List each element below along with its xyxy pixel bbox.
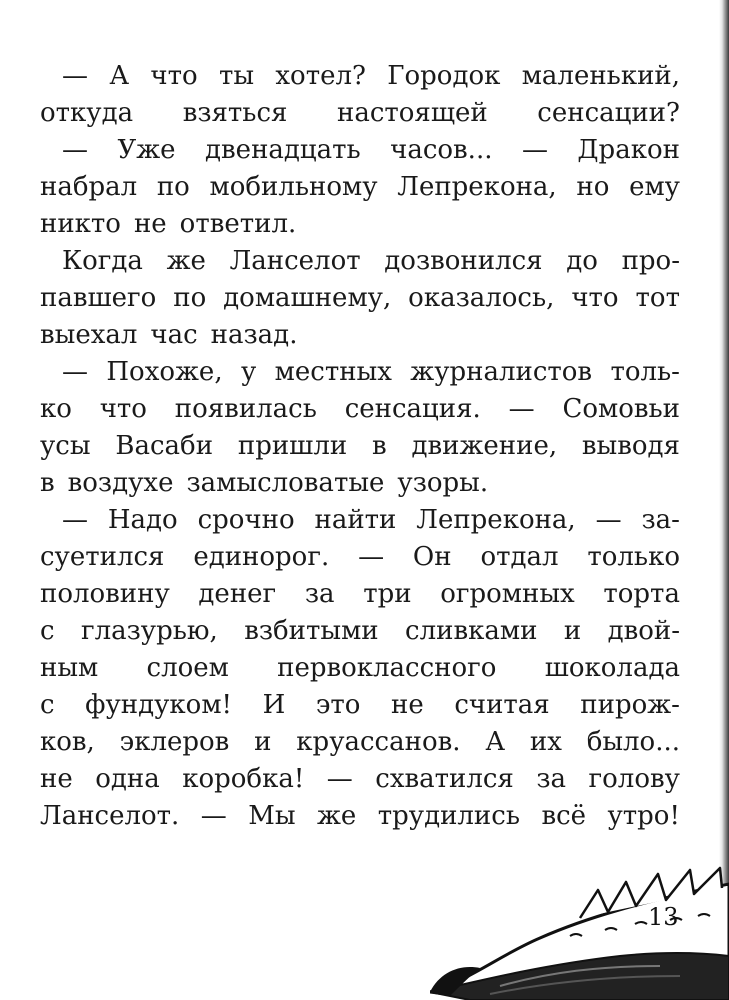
text-word: что xyxy=(150,61,198,91)
text-word: толь- xyxy=(610,357,680,387)
text-word: считая xyxy=(454,690,550,720)
text-word: голову xyxy=(588,764,680,794)
text-word: узоры. xyxy=(397,468,489,498)
text-line xyxy=(40,798,680,835)
text-word: Похоже, xyxy=(106,357,223,387)
text-word: — xyxy=(508,394,535,424)
text-line xyxy=(40,539,680,576)
text-line xyxy=(40,613,680,650)
text-word: найти xyxy=(314,505,397,535)
text-word: срочно xyxy=(197,505,295,535)
text-word: — xyxy=(62,505,88,535)
text-word: сенсации? xyxy=(537,98,680,128)
text-word: появилась xyxy=(174,394,317,424)
text-word: Лепрекона, xyxy=(397,172,557,202)
text-word: — xyxy=(62,357,88,387)
text-word: отдал xyxy=(480,542,559,572)
text-word: Мы xyxy=(248,801,296,831)
text-line xyxy=(40,428,680,465)
text-word: сенсация. xyxy=(344,394,481,424)
text-word: эклеров xyxy=(119,727,230,757)
text-word: дозвонился xyxy=(384,246,543,276)
text-word: не xyxy=(133,209,167,239)
text-word: схватился xyxy=(375,764,514,794)
text-word: шоколада xyxy=(544,653,680,683)
text-word: Надо xyxy=(107,505,178,535)
text-word: три xyxy=(363,579,412,609)
text-word: что xyxy=(99,394,147,424)
text-word: — xyxy=(326,764,353,794)
text-word: маленький, xyxy=(521,61,680,91)
text-line xyxy=(40,58,680,95)
text-word: откуда xyxy=(40,98,134,128)
text-word: Городок xyxy=(387,61,501,91)
text-line xyxy=(40,132,680,169)
text-word: — xyxy=(358,542,385,572)
text-line xyxy=(40,280,680,317)
text-word: пришли xyxy=(237,431,348,461)
text-word: глазурью, xyxy=(80,616,218,646)
text-word: настоящей xyxy=(337,98,488,128)
text-word: в xyxy=(372,431,387,461)
text-line xyxy=(40,502,680,539)
text-word: до xyxy=(566,246,598,276)
text-word: И xyxy=(262,690,286,720)
text-word: павшего xyxy=(40,283,157,313)
text-word: половину xyxy=(40,579,170,609)
text-word: трудились xyxy=(377,801,520,831)
text-word: суетился xyxy=(40,542,165,572)
text-line xyxy=(40,317,680,354)
text-word: за xyxy=(304,579,335,609)
text-word: воздухе xyxy=(67,468,174,498)
text-word: ему xyxy=(629,172,680,202)
text-word: по xyxy=(156,172,190,202)
text-word: фундуком! xyxy=(85,690,232,720)
text-word: круассанов. xyxy=(296,727,461,757)
text-word: — xyxy=(521,135,548,165)
text-word: сливками xyxy=(405,616,538,646)
text-word: местных xyxy=(274,357,392,387)
text-word: денег xyxy=(198,579,277,609)
page-edge xyxy=(719,0,729,1000)
text-word: с xyxy=(40,616,55,646)
text-line xyxy=(40,465,680,502)
text-word: же xyxy=(166,246,206,276)
text-word: Лепрекона, xyxy=(416,505,576,535)
text-word: не xyxy=(391,690,424,720)
book-text xyxy=(40,58,680,835)
text-word: торта xyxy=(603,579,680,609)
text-line xyxy=(40,761,680,798)
text-word: хотел? xyxy=(275,61,366,91)
text-word: двой- xyxy=(607,616,680,646)
text-word: что xyxy=(571,283,619,313)
text-word: за- xyxy=(641,505,680,535)
text-word: ков, xyxy=(40,727,95,757)
text-word: первоклассного xyxy=(277,653,497,683)
text-word: в xyxy=(40,468,55,498)
text-word: ко xyxy=(40,394,72,424)
text-word: утро! xyxy=(607,801,680,831)
text-line xyxy=(40,206,680,243)
text-word: Дракон xyxy=(577,135,680,165)
text-word: но xyxy=(576,172,610,202)
text-word: взяться xyxy=(182,98,288,128)
text-word: домашнему, xyxy=(223,283,392,313)
text-word: — xyxy=(595,505,622,535)
text-line xyxy=(40,724,680,761)
text-word: Ланселот. xyxy=(40,801,180,831)
text-word: это xyxy=(315,690,361,720)
text-word: ным xyxy=(40,653,99,683)
text-line xyxy=(40,169,680,206)
text-word: часов... xyxy=(390,135,493,165)
text-word: и xyxy=(254,727,272,757)
text-word: — xyxy=(62,135,88,165)
text-word: А xyxy=(485,727,506,757)
text-word: — xyxy=(200,801,227,831)
text-word: Васаби xyxy=(115,431,214,461)
text-line xyxy=(40,650,680,687)
text-word: слоем xyxy=(146,653,229,683)
text-word: коробка! xyxy=(182,764,305,794)
text-word: Ланселот xyxy=(229,246,361,276)
text-word: их xyxy=(529,727,562,757)
text-word: час xyxy=(150,320,198,350)
text-word: Сомовьи xyxy=(562,394,680,424)
text-word: же xyxy=(316,801,357,831)
text-word: выехал xyxy=(40,320,138,350)
text-word: было... xyxy=(586,727,680,757)
text-word: и xyxy=(563,616,582,646)
text-word: у xyxy=(240,357,257,387)
text-line xyxy=(40,243,680,280)
text-word: Когда xyxy=(62,246,143,276)
text-word: с xyxy=(40,690,55,720)
text-word: за xyxy=(536,764,567,794)
text-line xyxy=(40,687,680,724)
text-word: выводя xyxy=(581,431,680,461)
text-word: оказалось, xyxy=(408,283,555,313)
text-line xyxy=(40,95,680,132)
text-word: пирож- xyxy=(580,690,680,720)
text-word: назад. xyxy=(210,320,298,350)
text-word: огромных xyxy=(440,579,575,609)
text-word: усы xyxy=(40,431,91,461)
text-word: А xyxy=(109,61,130,91)
text-word: Он xyxy=(412,542,452,572)
text-word: двенадцать xyxy=(205,135,361,165)
text-word: Уже xyxy=(117,135,176,165)
text-word: набрал xyxy=(40,172,138,202)
text-word: про- xyxy=(621,246,680,276)
text-line xyxy=(40,391,680,428)
page-number: 13 xyxy=(648,903,679,931)
text-line xyxy=(40,576,680,613)
text-word: — xyxy=(62,61,88,91)
dragon-tail-icon xyxy=(430,860,729,1000)
text-word: движение, xyxy=(411,431,558,461)
text-word: по xyxy=(173,283,207,313)
text-word: взбитыми xyxy=(244,616,379,646)
text-word: мобильному xyxy=(209,172,378,202)
text-word: никто xyxy=(40,209,121,239)
text-word: тот xyxy=(635,283,680,313)
text-word: журналистов xyxy=(410,357,593,387)
text-word: всё xyxy=(541,801,587,831)
text-word: ты xyxy=(218,61,255,91)
text-word: не xyxy=(40,764,73,794)
text-word: замысловатые xyxy=(186,468,385,498)
text-word: одна xyxy=(95,764,160,794)
text-word: единорог. xyxy=(193,542,330,572)
text-word: ответил. xyxy=(179,209,297,239)
text-line xyxy=(40,354,680,391)
text-word: только xyxy=(587,542,680,572)
